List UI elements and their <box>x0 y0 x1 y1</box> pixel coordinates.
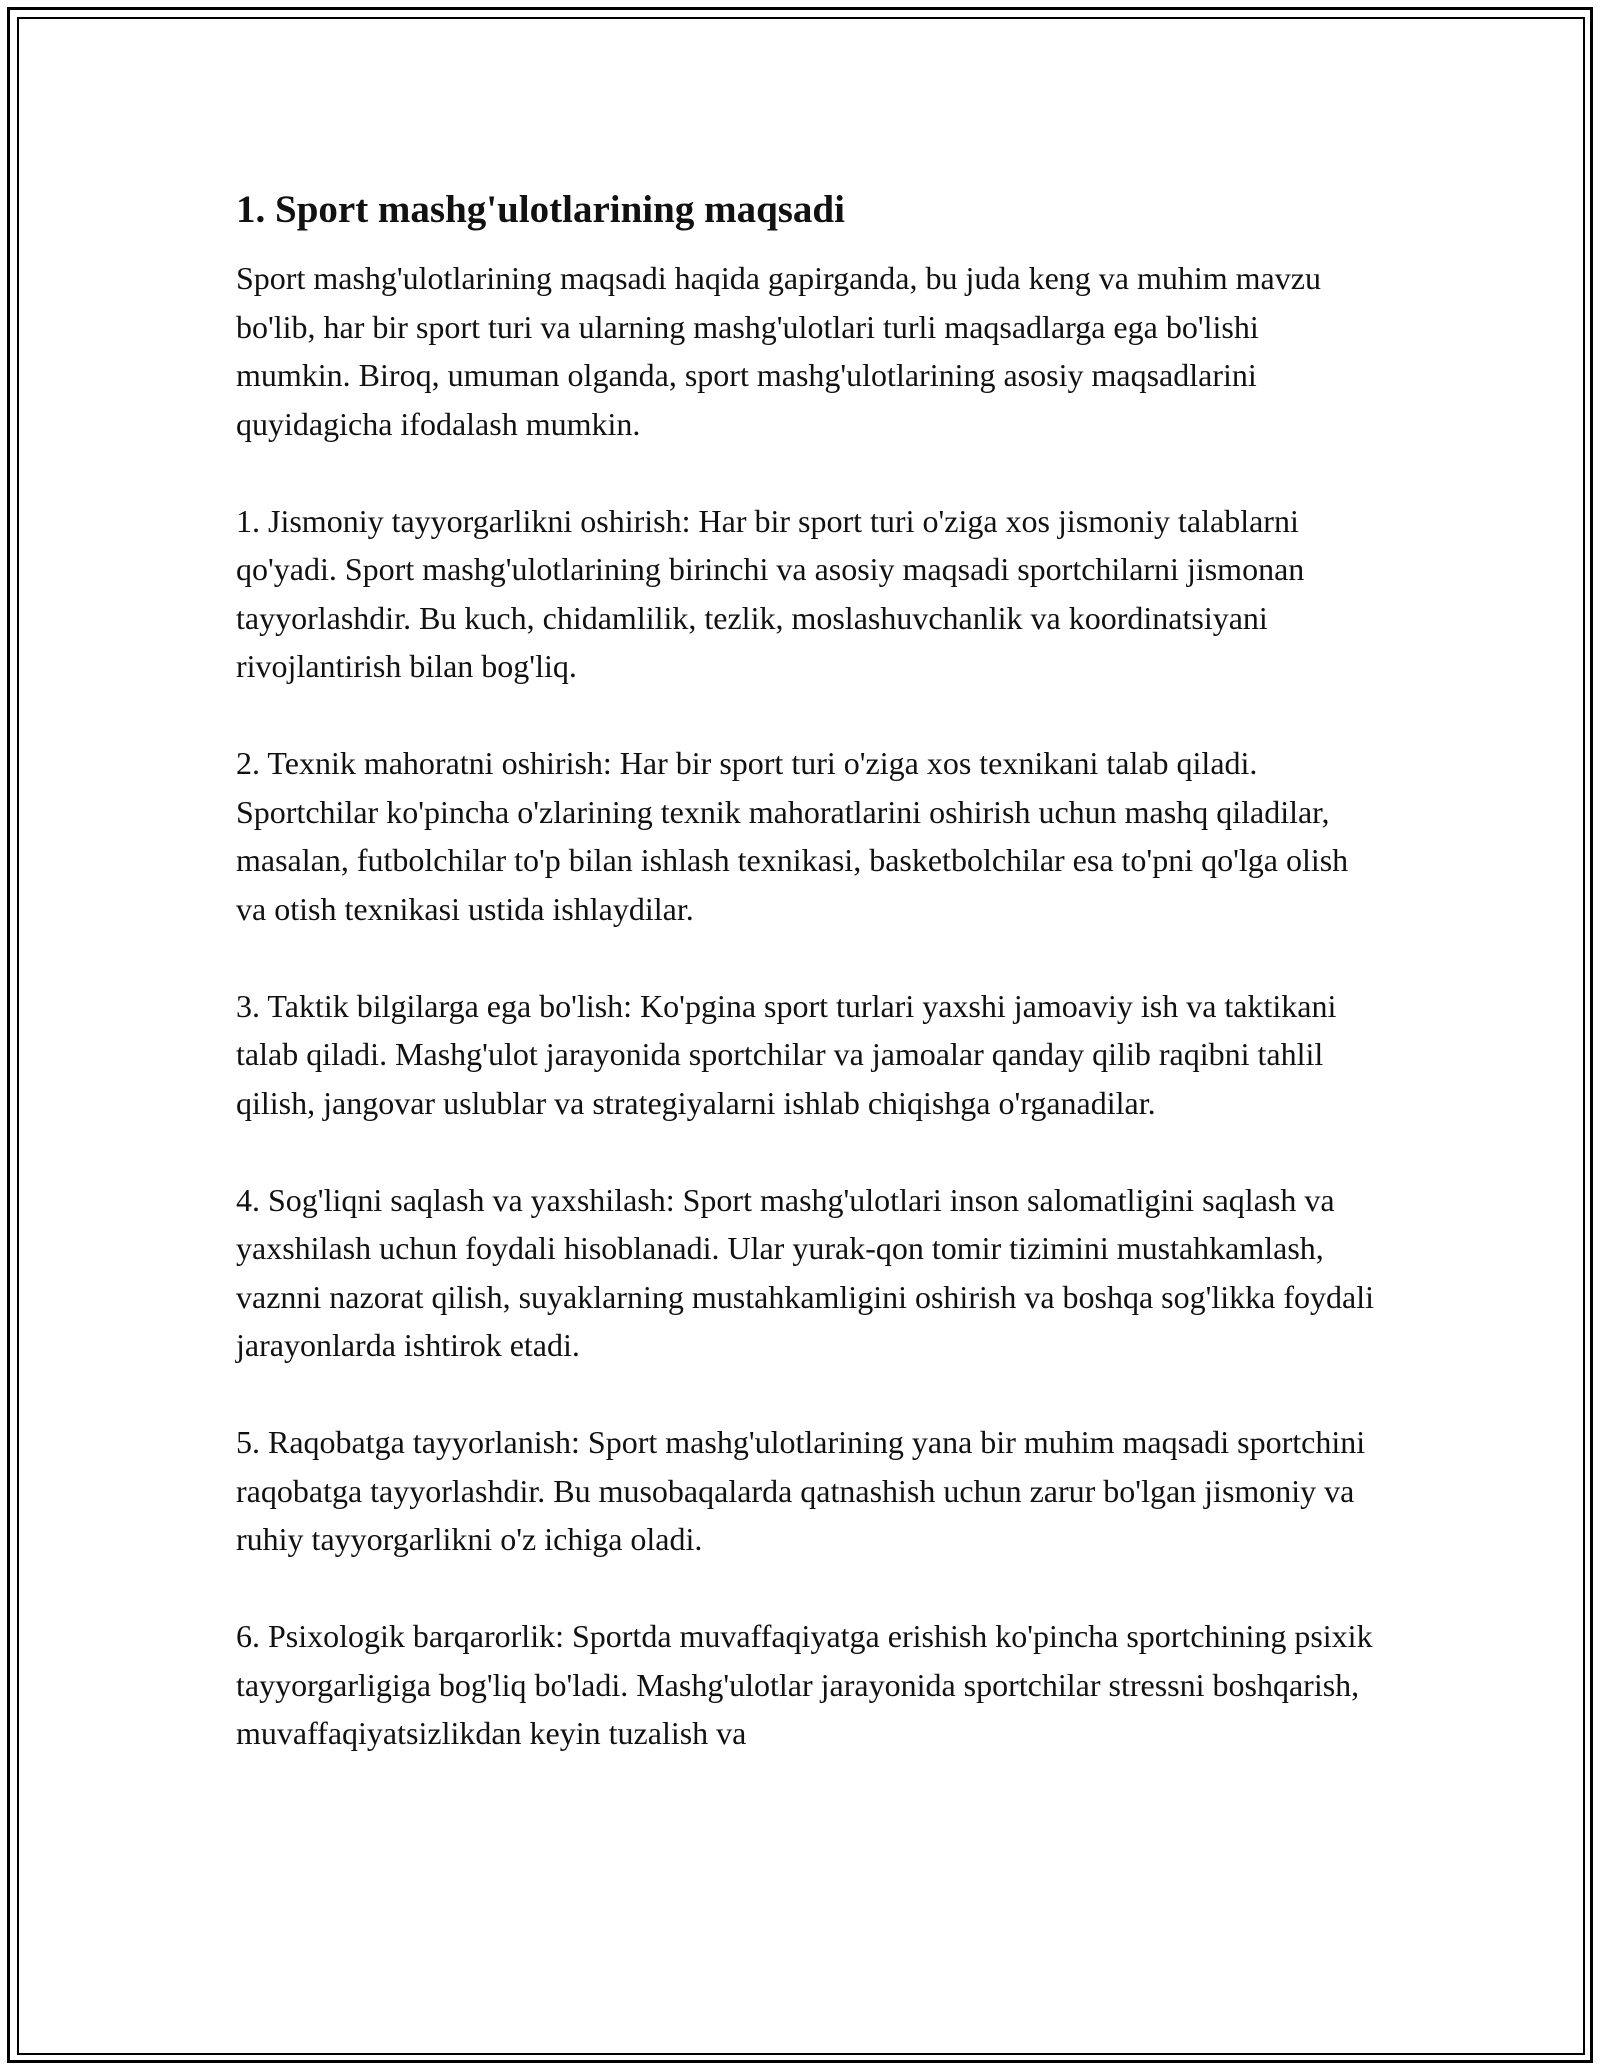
list-item-physical-preparation: 1. Jismoniy tayyorgarlikni oshirish: Har bir sport turi o'ziga xos jismoniy talablarni qo'yadi. Sport mashg'ulotlarining birinchi va asosiy maqsadi sportchilarni jismonan tayyorlashdir. Bu kuch, chidamlilik, tezlik, moslashuvchanlik va koordinatsiyani rivojlantirish bilan bog'liq. <box>236 502 1305 684</box>
list-item-health: 4. Sog'liqni saqlash va yaxshilash: Sport mashg'ulotlari inson salomatligini saqlash va yaxshilash uchun foydali hisoblanadi. Ular yurak-qon tomir tizimini mustahkamlash, vaznni nazorat qilish, suyaklarning mustahkamligini oshirish va boshqa sog'likka foydali jarayonlarda ishtirok etadi. <box>236 1181 1375 1363</box>
intro-paragraph: Sport mashg'ulotlarining maqsadi haqida gapirganda, bu juda keng va muhim mavzu bo'lib, har bir sport turi va ularning mashg'ulotlari turli maqsadlarga ega bo'lishi mumkin. Biroq, umuman olganda, sport mashg'ulotlarining asosiy maqsadlarini quyidagicha ifodalash mumkin. <box>236 260 1321 442</box>
list-item-psychological-stability: 6. Psixologik barqarorlik: Sportda muvaffaqiyatga erishish ko'pincha sportchining psixik tayyorgarligiga bog'liq bo'ladi. Mashg'ulotlar jarayonida sportchilar stressni boshqarish, muvaffaqiyatsizlikdan keyin tuzalish va <box>236 1618 1373 1751</box>
document-body <box>236 186 1376 1806</box>
list-item-tactical-knowledge: 3. Taktik bilgilarga ega bo'lish: Ko'pgina sport turlari yaxshi jamoaviy ish va taktikani talab qiladi. Mashg'ulot jarayonida sportchilar va jamoalar qanday qilib raqibni tahlil qilish, jangovar uslublar va strategiyalarni ishlab chiqishga o'rganadilar. <box>236 987 1337 1121</box>
section-heading: 1. Sport mashg'ulotlarining maqsadi <box>236 188 845 231</box>
list-item-competition-preparation: 5. Raqobatga tayyorlanish: Sport mashg'ulotlarining yana bir muhim maqsadi sportchini raqobatga tayyorlashdir. Bu musobaqalarda qatnashish uchun zarur bo'lgan jismoniy va ruhiy tayyorgarlikni o'z ichiga oladi. <box>236 1424 1366 1557</box>
list-item-technical-skill: 2. Texnik mahoratni oshirish: Har bir sport turi o'ziga xos texnikani talab qiladi. Sportchilar ko'pincha o'zlarining texnik mahoratlarini oshirish uchun mashq qiladilar, masalan, futbolchilar to'p bilan ishlash texnikasi, basketbolchilar esa to'pni qo'lga olish va otish texnikasi ustida ishlaydilar. <box>236 745 1349 927</box>
